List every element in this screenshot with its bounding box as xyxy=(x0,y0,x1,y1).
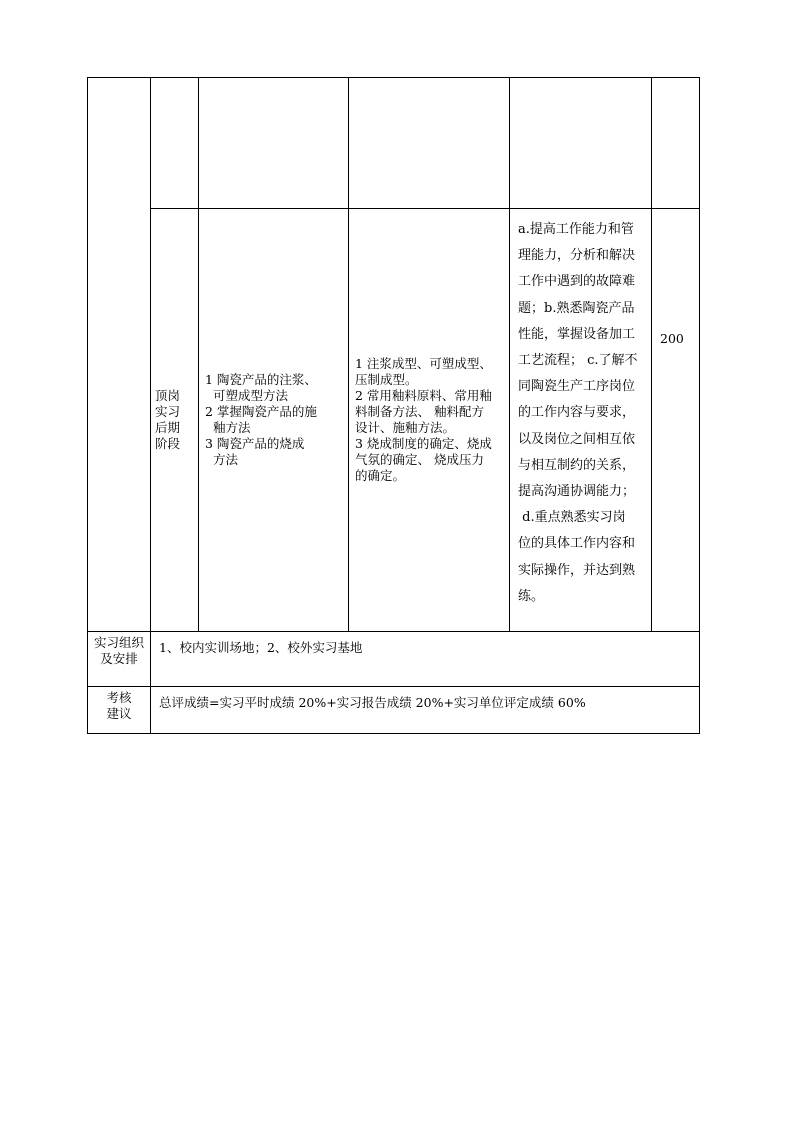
goal-line: 工作中遇到的故障难 xyxy=(518,274,636,290)
organization-content xyxy=(151,632,700,687)
assessment-label-line: 考核 xyxy=(106,690,132,705)
content-item: 3 陶瓷产品的烧成 方法 xyxy=(205,436,305,467)
goal-line: 理能力，分析和解决 xyxy=(518,248,636,264)
content-item: 2 掌握陶瓷产品的施 釉方法 xyxy=(205,404,317,435)
hours-cell xyxy=(652,209,700,632)
assessment-text: 总评成绩=实习平时成绩 20%+实习报告成绩 20%+实习单位评定成绩 60% xyxy=(159,695,586,710)
organization-label-line: 及安排 xyxy=(100,651,138,666)
stage-label-line: 实习 xyxy=(155,404,181,419)
method-item: 2 常用釉料原料、常用釉 料制备方法、 釉料配方 设计、施釉方法。 xyxy=(355,388,492,435)
blank-cell xyxy=(199,78,349,209)
organization-row xyxy=(88,632,700,687)
blank-cell xyxy=(151,78,199,209)
organization-label-line: 实习组织 xyxy=(93,635,144,650)
goal-line: d.重点熟悉实习岗 xyxy=(518,510,626,526)
blank-cell xyxy=(349,78,510,209)
assessment-content xyxy=(151,687,700,734)
method-cell xyxy=(349,209,510,632)
stage-label-line: 后期 xyxy=(155,420,181,435)
goal-line: 题；b.熟悉陶瓷产品 xyxy=(518,300,635,316)
assessment-label-line: 建议 xyxy=(106,706,132,721)
hours-value: 200 xyxy=(660,331,684,346)
stage-row xyxy=(88,209,700,632)
goal-line: 练。 xyxy=(518,588,545,604)
merged-category-cell xyxy=(88,78,151,632)
organization-text: 1、校内实训场地；2、校外实习基地 xyxy=(159,640,363,655)
goals-cell xyxy=(510,209,652,632)
stage-label xyxy=(151,209,199,632)
method-item: 1 注浆成型、可塑成型、 压制成型。 xyxy=(355,356,492,387)
blank-row xyxy=(88,78,700,209)
goal-line: 提高沟通协调能力； xyxy=(518,484,636,500)
assessment-row xyxy=(88,687,700,734)
content-item: 1 陶瓷产品的注浆、 可塑成型方法 xyxy=(205,372,317,403)
goal-line: 的工作内容与要求， xyxy=(518,405,636,421)
goal-line: 实际操作，并达到熟 xyxy=(518,562,636,578)
organization-label xyxy=(88,632,151,687)
goal-line: a.提高工作能力和管 xyxy=(518,222,634,237)
goal-line: 位的具体工作内容和 xyxy=(518,536,636,552)
internship-plan-table xyxy=(87,77,700,734)
goal-line: 性能，掌握设备加工 xyxy=(518,326,636,342)
goal-line: 工艺流程； c.了解不 xyxy=(518,353,638,369)
stage-label-line: 阶段 xyxy=(155,436,181,451)
method-item: 3 烧成制度的确定、烧成 气氛的确定、 烧成压力 的确定。 xyxy=(355,436,492,483)
goal-line: 与相互制约的关系， xyxy=(518,457,636,473)
content-cell xyxy=(199,209,349,632)
blank-cell xyxy=(652,78,700,209)
assessment-label xyxy=(88,687,151,734)
goal-line: 以及岗位之间相互依 xyxy=(518,431,636,447)
blank-cell xyxy=(510,78,652,209)
stage-label-line: 顶岗 xyxy=(155,388,181,403)
goal-line: 同陶瓷生产工序岗位 xyxy=(518,379,636,395)
